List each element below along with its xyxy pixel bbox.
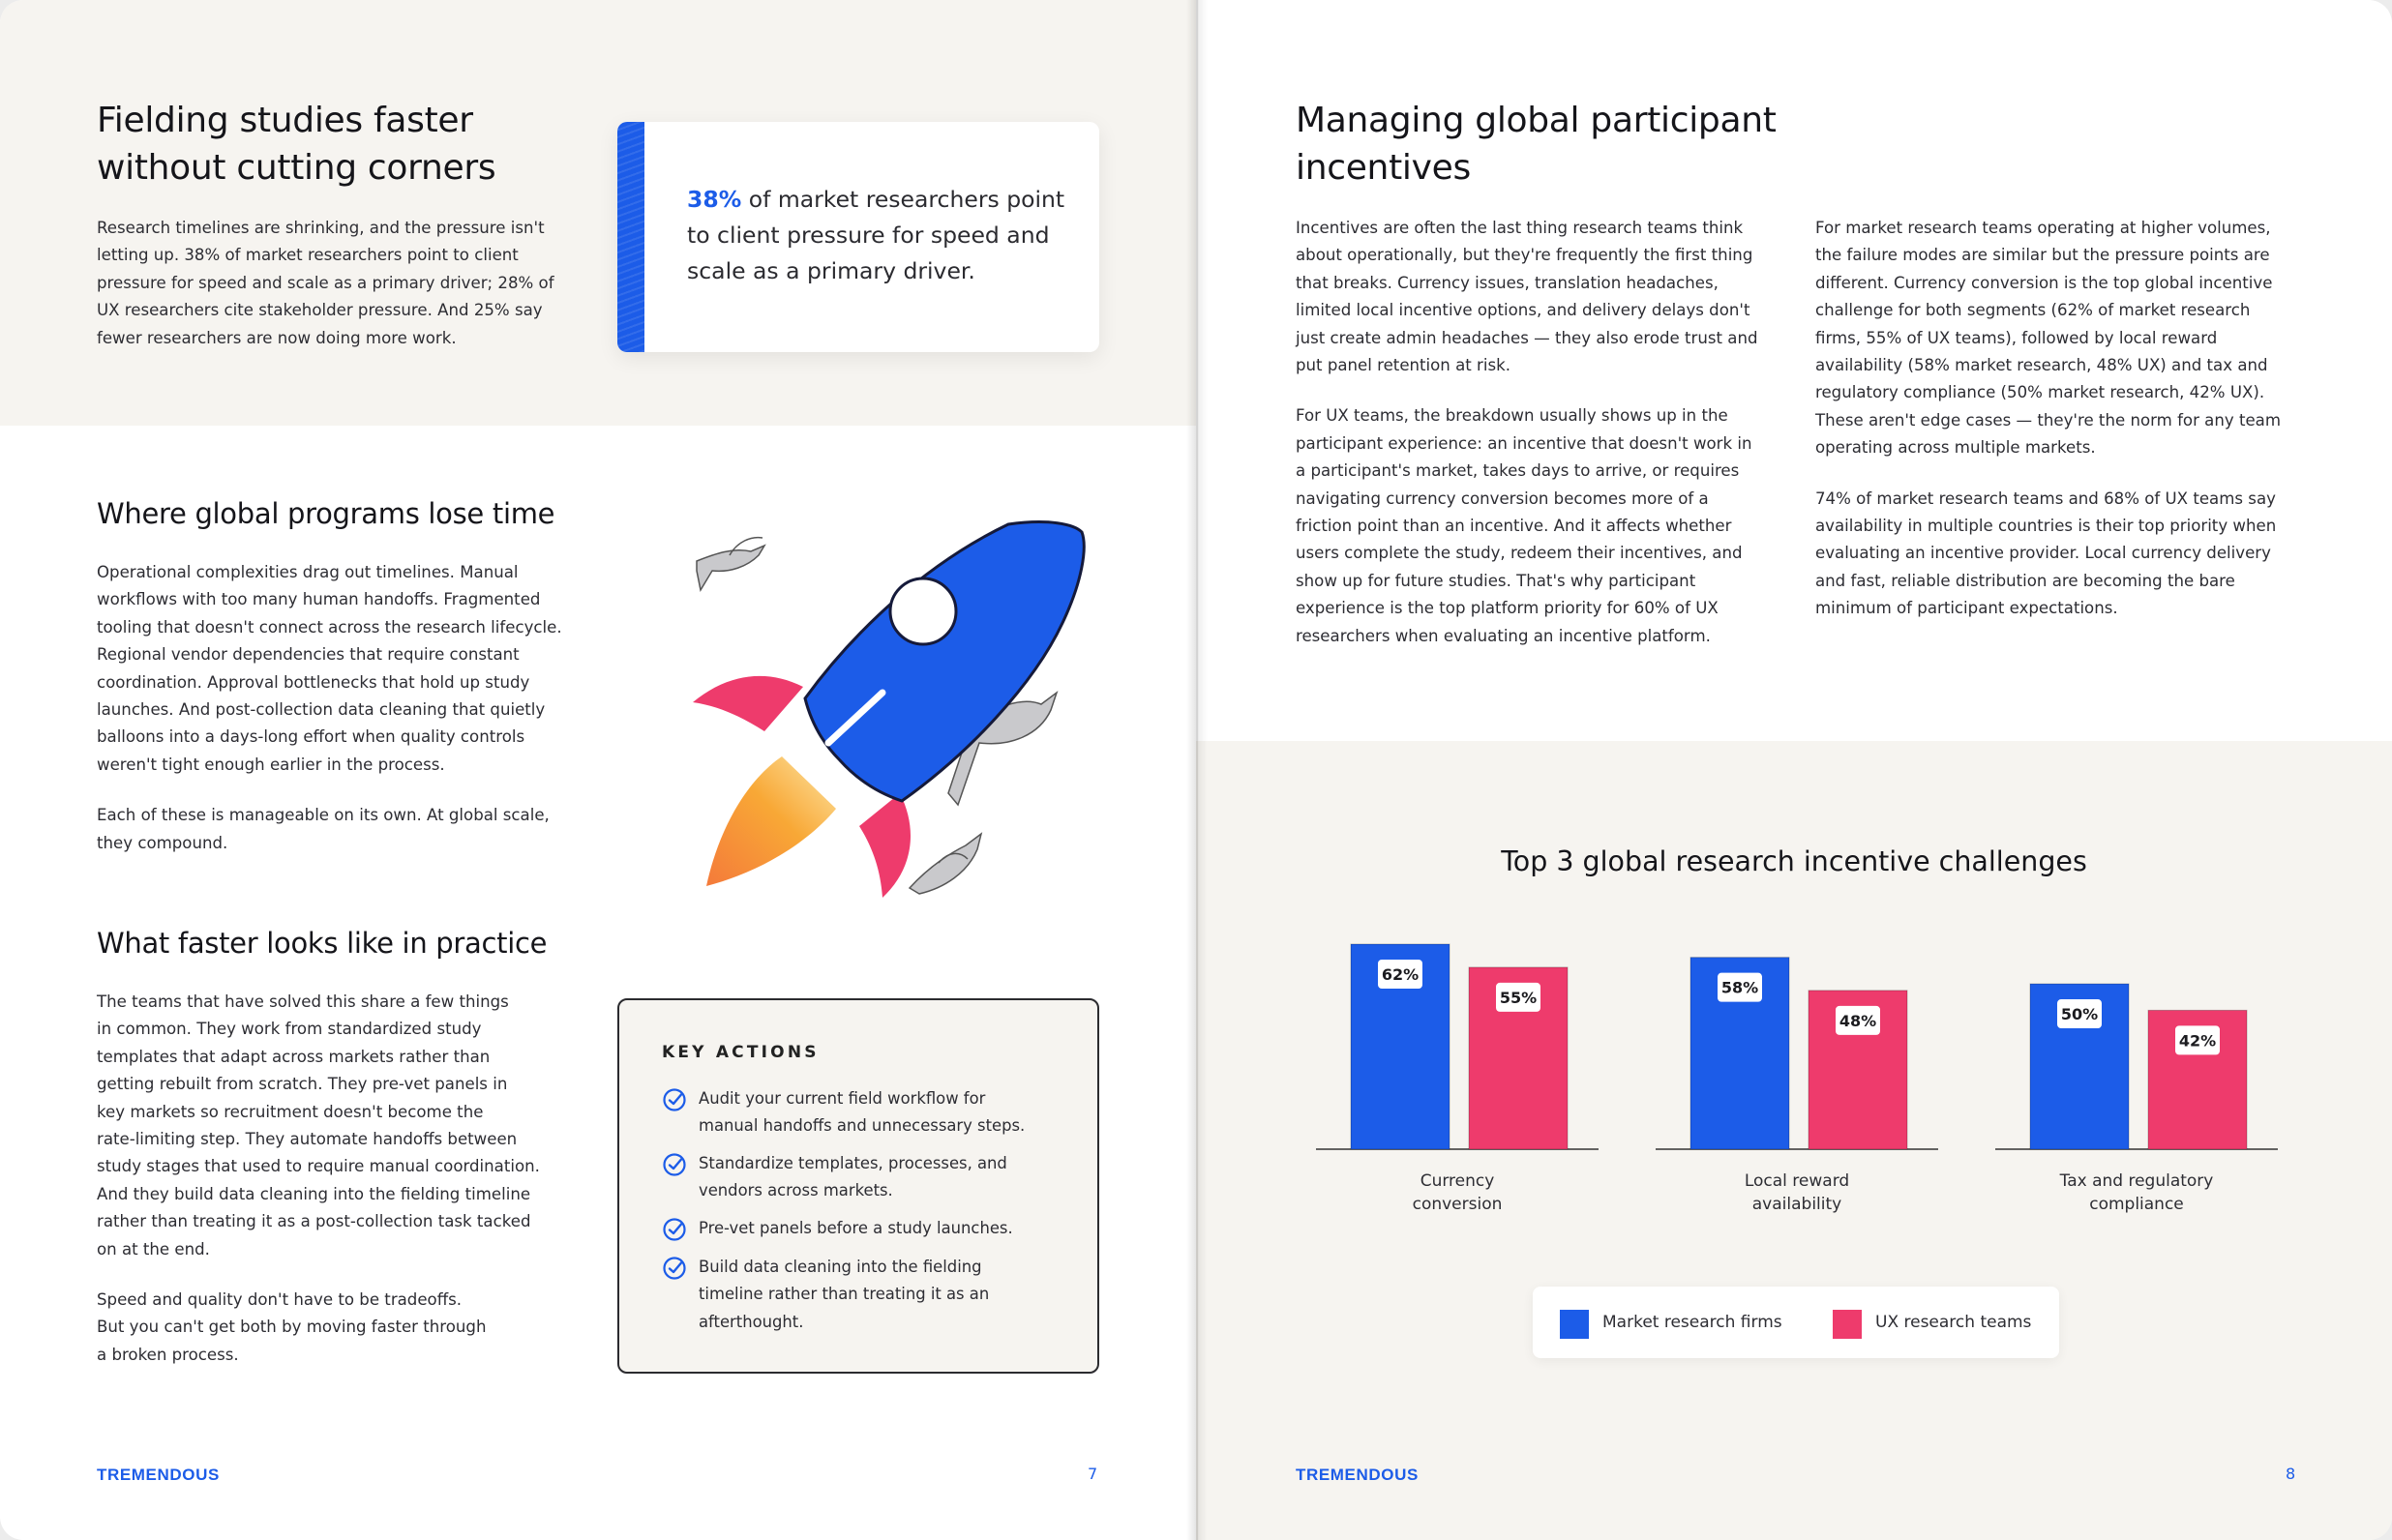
category-label: availability [1751,1195,1842,1214]
data-label: 48% [1839,1011,1877,1030]
text-line: key markets so recruitment doesn't become the [97,1102,484,1121]
text-line: researchers when evaluating an incentive platform. [1296,626,1711,645]
text-line: pressure for speed and scale as a primary driver; 28% of [97,273,554,292]
stat-highlight: 38% [687,186,742,213]
legend-swatch-market-research [1560,1310,1589,1339]
text-line: And they build data cleaning into the fielding timeline [97,1184,531,1203]
check-circle-icon [662,1152,687,1177]
key-action-text [699,1150,1066,1205]
text-line: experience is the top platform priority for 60% of UX [1296,599,1719,618]
section-title-incentives [1296,97,1777,192]
legend-label-ux-research: UX research teams [1875,1313,2032,1332]
page-number: 7 [1088,1465,1098,1483]
text-line: 74% of market research teams and 68% of UX teams say [1815,489,2276,508]
rocket-fin [693,676,803,731]
text-line: availability (58% market research, 48% UX) and tax and [1815,356,2268,375]
data-label: 42% [2178,1031,2217,1051]
text-line: study stages that used to require manual coordination. [97,1157,540,1176]
brand-logo: TREMENDOUS [97,1466,220,1484]
check-circle-icon [662,1087,687,1112]
title-line: without cutting corners [97,148,496,188]
text-line: about operationally, but they're frequently the first thing [1296,246,1753,265]
section-title-global-programs: Where global programs lose time [97,497,555,530]
key-actions-title: KEY ACTIONS [662,1043,820,1062]
text-line: that breaks. Currency issues, translation headaches, [1296,273,1719,292]
text-line: For UX teams, the breakdown usually shows up in the [1296,406,1728,426]
title-line: Fielding studies faster [97,101,473,140]
global-programs-text [97,559,619,880]
text-line: they compound. [97,833,228,852]
text-line: fewer researchers are now doing more work. [97,328,457,347]
text-line: letting up. 38% of market researchers point to client [97,246,519,265]
text-line: show up for future studies. That's why participant [1296,571,1696,590]
stat-callout-card [617,122,1099,352]
text-line: firms, 55% of UX teams), followed by local reward [1815,328,2218,347]
data-label: 55% [1499,988,1538,1007]
category-label: Currency [1420,1171,1495,1191]
rocket-body [805,522,1084,801]
title-line: Managing global participant [1296,101,1777,140]
key-action-text [699,1254,1066,1336]
text-line: UX researchers cite stakeholder pressure. And 25% say [97,301,543,320]
incentives-column-1 [1296,215,1799,673]
text-line: Regional vendor dependencies that require constant [97,645,520,665]
data-label: 58% [1720,978,1759,997]
category-label: Local reward [1744,1171,1850,1191]
text-line: a broken process. [97,1345,239,1364]
text-line: launches. And post-collection data cleaning that quietly [97,700,546,720]
key-action-item [662,1215,1068,1246]
key-action-text [699,1085,1066,1140]
intro-paragraph [97,215,600,352]
stat-line: to client pressure for speed and [687,222,1050,249]
text-line: The teams that have solved this share a few things [97,992,509,1011]
text-line: put panel retention at risk. [1296,356,1511,375]
title-line: incentives [1296,148,1471,188]
text-line: participant experience: an incentive that doesn't work in [1296,433,1752,453]
text-line: balloons into a days-long effort when quality controls [97,727,525,747]
text-line: rate-limiting step. They automate handoffs between [97,1130,518,1149]
stat-line: of market researchers point [741,186,1065,213]
text-line: different. Currency conversion is the top global incentive [1815,273,2273,292]
chart-legend [1533,1287,2059,1358]
stat-accent-bar [617,122,644,352]
key-action-item [662,1254,1068,1341]
text-line: challenge for both segments (62% of market research [1815,301,2251,320]
text-line: coordination. Approval bottlenecks that hold up study [97,672,530,692]
stat-line: scale as a primary driver. [687,257,975,284]
text-line: operating across multiple markets. [1815,438,2096,458]
text-line: But you can't get both by moving faster through [97,1318,487,1337]
faster-practice-text [97,989,600,1392]
bird-icon [910,834,981,894]
text-line: Research timelines are shrinking, and the pressure isn't [97,219,545,237]
text-line: on at the end. [97,1239,210,1259]
text-line: For market research teams operating at higher volumes, [1815,219,2271,237]
text-line: Pre-vet panels before a study launches. [699,1219,1013,1237]
text-line: workflows with too many human handoffs. Fragmented [97,590,541,609]
rocket-flame [706,756,836,886]
text-line: availability in multiple countries is their top priority when [1815,517,2277,536]
text-line: evaluating an incentive provider. Local currency delivery [1815,544,2271,563]
incentives-column-2 [1815,215,2357,646]
section-title-fielding [97,97,495,192]
text-line: Build data cleaning into the fielding [699,1258,982,1276]
category-label: compliance [2089,1195,2184,1214]
text-line: Audit your current field workflow for [699,1089,986,1108]
text-line: templates that adapt across markets rather than [97,1047,491,1066]
key-action-item [662,1150,1068,1208]
text-line: getting rebuilt from scratch. They pre-vet panels in [97,1075,508,1094]
text-line: Speed and quality don't have to be tradeoffs. [97,1290,463,1310]
legend-swatch-ux-research [1833,1310,1862,1339]
text-line: a participant's market, takes days to arrive, or requires [1296,461,1740,481]
text-line: minimum of participant expectations. [1815,599,2118,618]
text-line: users complete the study, redeem their incentives, and [1296,544,1743,563]
text-line: Operational complexities drag out timelines. Manual [97,563,519,581]
category-label: conversion [1412,1195,1503,1214]
key-action-item [662,1085,1068,1143]
legend-label-market-research: Market research firms [1602,1313,1782,1332]
chart-title: Top 3 global research incentive challenges [1501,845,2087,877]
text-line: Each of these is manageable on its own. At global scale, [97,806,550,825]
text-line: manual handoffs and unnecessary steps. [699,1116,1026,1136]
text-line: vendors across markets. [699,1181,893,1200]
stat-callout-text [687,182,1074,289]
text-line: afterthought. [699,1312,804,1331]
check-circle-icon [662,1256,687,1281]
rocket-fin [859,793,911,898]
key-actions-box [617,998,1099,1374]
text-line: and fast, reliable distribution are becoming the bare [1815,571,2235,590]
data-label: 62% [1381,965,1420,984]
text-line: limited local incentive options, and delivery delays don't [1296,301,1750,320]
text-line: timeline rather than treating it as an [699,1285,990,1304]
text-line: friction point than an incentive. And it affects whether [1296,517,1732,536]
text-line: just create admin headaches — they also erode trust and [1296,328,1758,347]
bird-icon [697,538,764,590]
category-label: Tax and regulatory [2059,1171,2214,1191]
text-line: Standardize templates, processes, and [699,1154,1007,1172]
text-line: rather than treating it as a post-collection task tacked [97,1212,531,1231]
book-gutter-shadow [1186,0,1208,1540]
check-circle-icon [662,1217,687,1242]
rocket-illustration [658,503,1122,919]
text-line: navigating currency conversion becomes more of a [1296,489,1709,508]
brand-logo: TREMENDOUS [1296,1466,1419,1484]
bar-chart [1287,909,2303,1229]
page-number: 8 [2286,1465,2296,1483]
section-title-faster: What faster looks like in practice [97,927,548,960]
data-label: 50% [2060,1005,2099,1024]
text-line: in common. They work from standardized study [97,1020,482,1039]
text-line: tooling that doesn't connect across the research lifecycle. [97,617,562,637]
text-line: Incentives are often the last thing research teams think [1296,219,1744,237]
text-line: regulatory compliance (50% market research, 42% UX). [1815,383,2265,402]
text-line: the failure modes are similar but the pressure points are [1815,246,2270,265]
text-line: These aren't edge cases — they're the norm for any team [1815,410,2281,429]
text-line: weren't tight enough earlier in the process. [97,755,445,774]
rocket-window [890,578,956,644]
key-action-text [699,1215,1066,1242]
